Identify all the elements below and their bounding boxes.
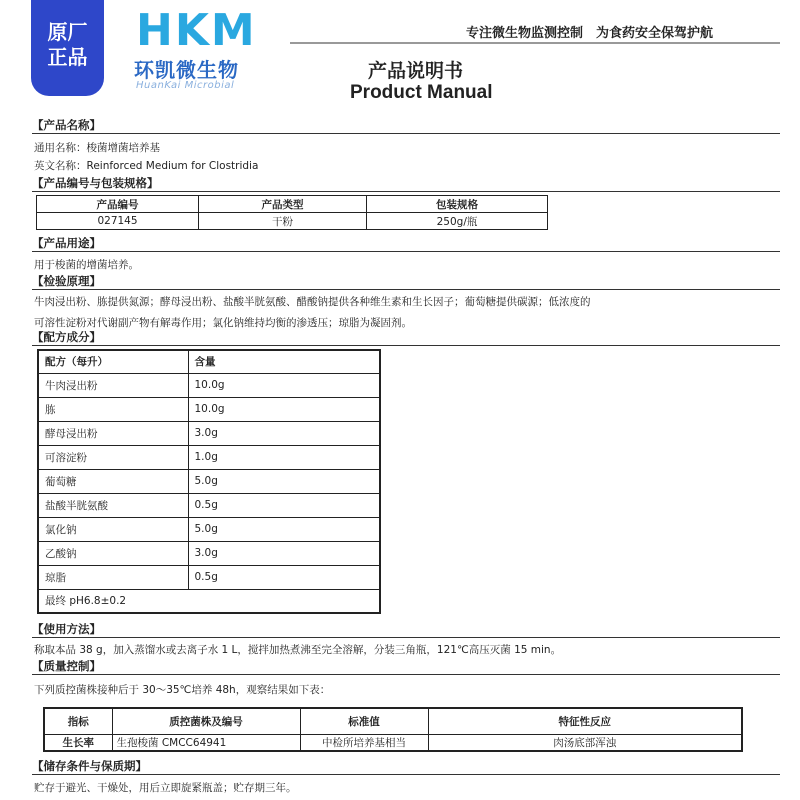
table-row	[38, 517, 380, 541]
section-title: 【产品用途】	[32, 236, 101, 250]
qc-reaction: 肉汤底部浑浊	[428, 734, 742, 751]
ingredient-name: 可溶淀粉	[38, 445, 188, 469]
ingredient-name: 葡萄糖	[38, 469, 188, 493]
table-row	[38, 493, 380, 517]
table-row	[38, 589, 380, 613]
pack-table	[36, 195, 548, 230]
qc-table	[43, 707, 743, 752]
ingredient-name: 牛肉浸出粉	[38, 373, 188, 397]
ingredient-amount: 0.5g	[188, 493, 380, 517]
ingredient-name: 胨	[38, 397, 188, 421]
formula-header-amount: 含量	[188, 350, 380, 373]
doc-title-en: Product Manual	[350, 82, 493, 103]
pack-header-spec: 包装规格	[367, 196, 548, 213]
section-storage	[32, 759, 780, 775]
common-name: 通用名称：梭菌增菌培养基	[34, 142, 160, 154]
qc-standard: 中检所培养基相当	[300, 734, 428, 751]
section-usage	[32, 236, 780, 252]
section-code-pack	[32, 176, 780, 192]
ingredient-amount: 5.0g	[188, 469, 380, 493]
logo-en: HuanKai Microbial	[136, 80, 235, 91]
table-row	[38, 397, 380, 421]
table-row	[38, 373, 380, 397]
principle-line2: 可溶性淀粉对代谢副产物有解毒作用；氯化钠维持均衡的渗透压；琼脂为凝固剂。	[34, 317, 412, 329]
ingredient-amount: 3.0g	[188, 541, 380, 565]
pack-header-code: 产品编号	[37, 196, 199, 213]
ingredient-name: 酵母浸出粉	[38, 421, 188, 445]
ingredient-name: 氯化钠	[38, 517, 188, 541]
section-method	[32, 622, 780, 638]
ingredient-amount: 0.5g	[188, 565, 380, 589]
section-product-name	[32, 118, 780, 134]
formula-header-ingredient: 配方（每升）	[38, 350, 188, 373]
section-formula	[32, 330, 780, 346]
section-qc	[32, 659, 780, 675]
section-title: 【使用方法】	[32, 622, 101, 636]
qc-header-reaction: 特征性反应	[428, 708, 742, 734]
table-row	[44, 734, 742, 751]
method-text: 称取本品 38 g，加入蒸馏水或去离子水 1 L，搅拌加热煮沸至完全溶解，分装三角瓶，121℃高压灭菌 15 min。	[34, 644, 562, 656]
formula-table	[37, 349, 381, 614]
section-title: 【配方成分】	[32, 330, 101, 344]
qc-header-indicator: 指标	[44, 708, 112, 734]
doc-title-cn: 产品说明书	[368, 60, 464, 82]
table-row	[38, 421, 380, 445]
principle-line1: 牛肉浸出粉、胨提供氮源；酵母浸出粉、盐酸半胱氨酸、醋酸钠提供各种维生素和生长因子；葡萄糖提供碳源；低浓度的	[34, 296, 591, 308]
ingredient-amount: 1.0g	[188, 445, 380, 469]
company-logo	[132, 6, 282, 96]
qc-strain: 生孢梭菌 CMCC64941	[112, 734, 300, 751]
qc-intro: 下列质控菌株接种后于 30～35℃培养 48h，观察结果如下表：	[34, 684, 331, 696]
section-principle	[32, 274, 780, 290]
ingredient-name: 盐酸半胱氨酸	[38, 493, 188, 517]
english-name: 英文名称：Reinforced Medium for Clostridia	[34, 160, 259, 172]
pack-code: 027145	[37, 213, 199, 230]
logo-text: HKM	[136, 5, 257, 56]
usage-text: 用于梭菌的增菌培养。	[34, 259, 139, 271]
section-title: 【产品编号与包装规格】	[32, 176, 159, 190]
ingredient-amount: 5.0g	[188, 517, 380, 541]
pack-spec: 250g/瓶	[367, 213, 548, 230]
qc-indicator: 生长率	[44, 734, 112, 751]
table-row	[38, 541, 380, 565]
section-title: 【储存条件与保质期】	[32, 759, 147, 773]
genuine-badge	[31, 0, 104, 96]
final-ph: 最终 pH6.8±0.2	[38, 589, 380, 613]
badge-line1: 原厂	[47, 20, 88, 44]
table-row	[38, 469, 380, 493]
ingredient-name: 乙酸钠	[38, 541, 188, 565]
table-row	[38, 565, 380, 589]
qc-header-standard: 标准值	[300, 708, 428, 734]
slogan: 专注微生物监测控制 为食药安全保驾护航	[466, 26, 714, 41]
pack-type: 干粉	[199, 213, 367, 230]
section-title: 【检验原理】	[32, 274, 101, 288]
pack-header-type: 产品类型	[199, 196, 367, 213]
qc-header-strain: 质控菌株及编号	[112, 708, 300, 734]
header-divider	[290, 42, 780, 44]
ingredient-amount: 10.0g	[188, 373, 380, 397]
badge-line2: 正品	[47, 45, 88, 69]
storage-text: 贮存于避光、干燥处，用后立即旋紧瓶盖；贮存期三年。	[34, 782, 297, 794]
ingredient-amount: 3.0g	[188, 421, 380, 445]
logo-cn: 环凯微生物	[134, 58, 239, 82]
section-title: 【产品名称】	[32, 118, 101, 132]
table-row	[38, 445, 380, 469]
ingredient-name: 琼脂	[38, 565, 188, 589]
ingredient-amount: 10.0g	[188, 397, 380, 421]
section-title: 【质量控制】	[32, 659, 101, 673]
